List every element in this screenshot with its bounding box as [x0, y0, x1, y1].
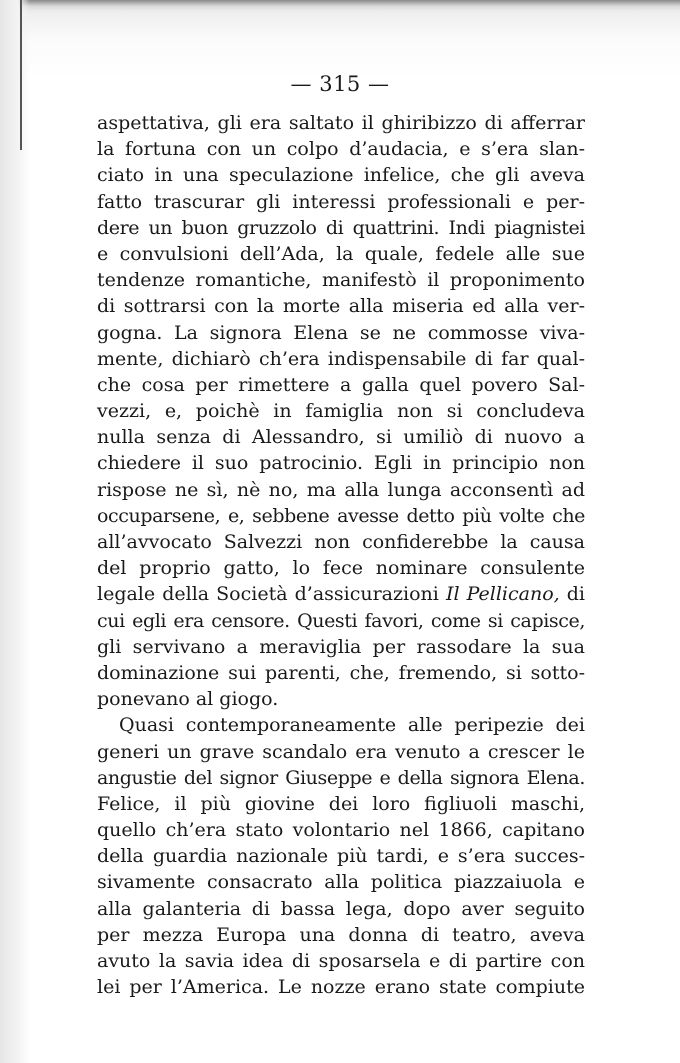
text-segment: legale della Società d’assicurazioni	[97, 583, 446, 606]
text-line: la fortuna con un colpo d’audacia, e s’era slan-	[97, 138, 585, 161]
italic-title: Il Pellicano,	[445, 583, 560, 606]
text-line: vezzi, e, poichè in famiglia non si concludeva	[97, 400, 585, 423]
text-line: della guardia nazionale più tardi, e s’era succes-	[97, 845, 585, 868]
text-line: chiedere il suo patrocinio. Egli in principio non	[97, 452, 585, 475]
text-segment: di	[559, 583, 586, 606]
text-line: cui egli era censore. Questi favori, come si capisce,	[97, 609, 585, 632]
text-line: Quasi contemporaneamente alle peripezie dei	[119, 714, 585, 737]
text-line: ponevano al giogo.	[97, 688, 279, 711]
page-binding-edge	[0, 0, 30, 1063]
text-line: avuto la savia idea di sposarsela e di partire con	[97, 950, 585, 972]
text-line: ciato in una speculazione infelice, che gli aveva	[97, 164, 585, 187]
text-line: dominazione sui parenti, che, fremendo, si sotto-	[97, 661, 585, 684]
text-line: del proprio gatto, lo fece nominare consulente	[97, 557, 585, 580]
text-line: di sottrarsi con la morte alla miseria ed alla ver-	[97, 295, 585, 318]
text-line: rispose ne sì, nè no, ma alla lunga acconsentì ad	[97, 478, 585, 501]
text-line: gli servivano a meraviglia per rassodare la sua	[97, 635, 585, 658]
text-line: lei per l’America. Le nozze erano state compiute	[97, 976, 585, 999]
text-line: nulla senza di Alessandro, si umiliò di nuovo a	[97, 426, 585, 449]
scan-top-shadow	[0, 0, 680, 10]
text-line: aspettativa, gli era saltato il ghiribizzo di afferrar	[97, 112, 585, 134]
text-line: e convulsioni dell’Ada, la quale, fedele alle sue	[97, 242, 585, 265]
text-line: dere un buon gruzzolo di quattrini. Indi piagnistei	[97, 216, 585, 239]
text-line: sivamente consacrato alla politica piazzaiuola e	[97, 871, 585, 894]
text-line: gogna. La signora Elena se ne commosse viva-	[97, 321, 585, 344]
page-number: — 315 —	[290, 72, 390, 96]
text-line: mente, dichiarò ch’era indispensabile di far qual-	[97, 347, 585, 370]
text-line: per mezza Europa una donna di teatro, aveva	[97, 923, 585, 946]
text-line: tendenze romantiche, manifestò il proponimento	[97, 269, 585, 292]
body-text	[97, 110, 585, 1000]
text-line: generi un grave scandalo era venuto a crescer le	[97, 740, 585, 763]
text-line: quello ch’era stato volontario nel 1866, capitano	[97, 819, 585, 842]
text-line: occuparsene, e, sebbene avesse detto più volte che	[97, 504, 585, 527]
text-line: fatto trascurar gli interessi professionali e per-	[97, 190, 585, 213]
text-line: che cosa per rimettere a galla quel povero Sal-	[97, 373, 585, 396]
text-line-with-italic	[97, 581, 585, 607]
text-line: Felice, il più giovine dei loro figliuoli maschi,	[97, 792, 585, 815]
text-line: angustie del signor Giuseppe e della signora Elena.	[97, 766, 585, 789]
text-line: alla galanteria di bassa lega, dopo aver seguito	[97, 897, 585, 920]
text-line: all’avvocato Salvezzi non confiderebbe la causa	[97, 531, 585, 553]
